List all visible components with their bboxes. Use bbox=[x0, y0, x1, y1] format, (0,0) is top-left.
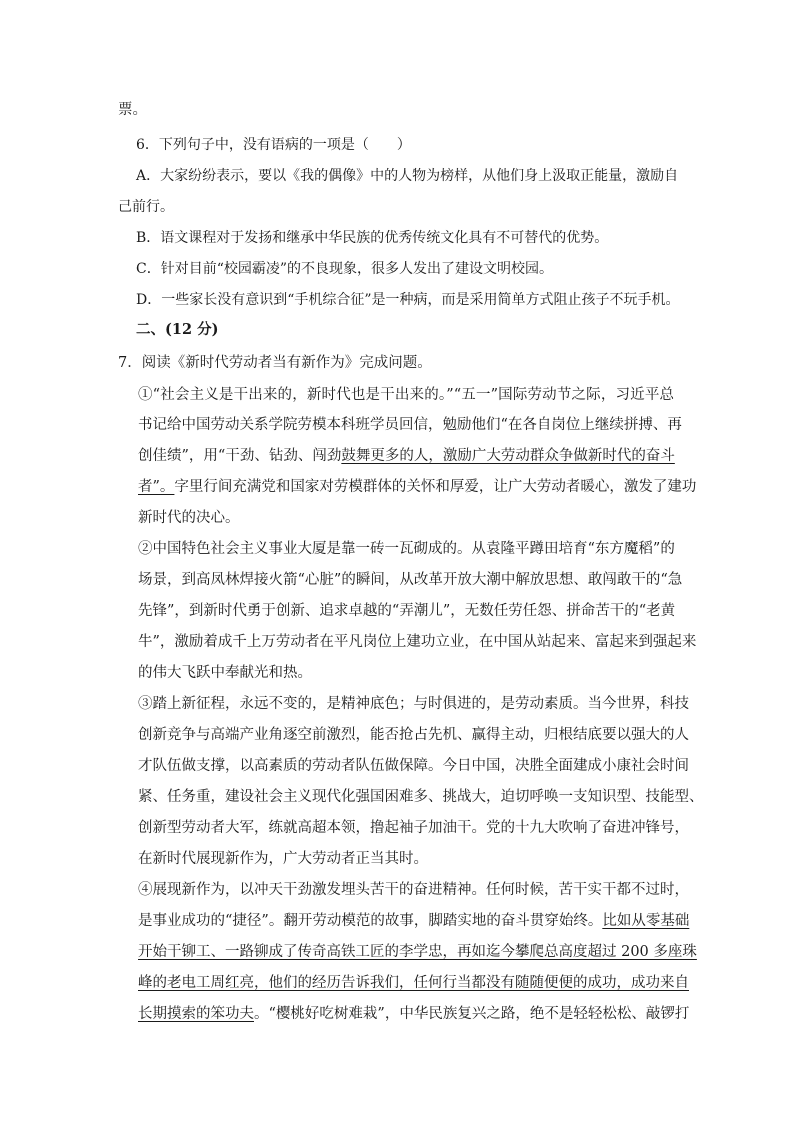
paragraph-2-line: 先锋”，到新时代勇于创新、追求卓越的“弄潮儿”，无数任劳任怨、拼命苦干的“老黄 bbox=[138, 603, 676, 619]
paragraph-1-line: 书记给中国劳动关系学院劳模本科班学员回信，勉励他们“在各自岗位上继续拼搏、再 bbox=[138, 417, 682, 433]
section-two-heading: 二、(12 分) bbox=[136, 321, 219, 338]
plain-text: 创佳绩”，用“干劲、钻劲、闯劲 bbox=[138, 448, 342, 464]
paragraph-2-line: ②中国特色社会主义事业大厦是靠一砖一瓦砌成的。从袁隆平蹲田培育“东方魔稻”的 bbox=[138, 541, 675, 557]
paragraph-3-line: ③踏上新征程，永远不变的，是精神底色；与时俱进的，是劳动素质。当今世界，科技 bbox=[138, 696, 689, 712]
paragraph-3-line: 紧、任务重，建设社会主义现代化强国困难多、挑战大，迫切呼唤一支知识型、技能型、 bbox=[138, 789, 704, 805]
paragraph-2-line: 的伟大飞跃中奉献光和热。 bbox=[138, 665, 312, 681]
paragraph-4-line bbox=[138, 1004, 689, 1024]
paragraph-4-line bbox=[138, 973, 689, 993]
text-line: 票。 bbox=[118, 102, 147, 118]
paragraph-1-line bbox=[138, 446, 675, 466]
underlined-text: 比如从零基础 bbox=[602, 913, 690, 929]
option-a-line2: 己前行。 bbox=[118, 199, 174, 215]
paragraph-3-line: 创新竞争与高端产业角逐空前激烈，能否抢占先机、赢得主动，归根结底要以强大的人 bbox=[138, 727, 689, 743]
paragraph-1-line bbox=[138, 477, 696, 497]
paragraph-2-line: 场景，到高凤林焊接火箭“心脏”的瞬间，从改革开放大潮中解放思想、敢闯敢干的“急 bbox=[138, 572, 683, 588]
option-d: D．一些家长没有意识到“手机综合征”是一种病，而是采用简单方式阻止孩子不玩手机。 bbox=[136, 292, 680, 308]
paragraph-3-line: 在新时代展现新作为，广大劳动者正当其时。 bbox=[138, 851, 428, 867]
paragraph-2-line: 牛”，激励着成千上万劳动者在平凡岗位上建功立业，在中国从站起来、富起来到强起来 bbox=[138, 634, 697, 650]
underlined-text: 鼓舞更多的人，激励广大劳动群众争做新时代的奋斗 bbox=[341, 448, 675, 464]
question-6-stem: 6．下列句子中，没有语病的一项是（ ） bbox=[136, 137, 411, 153]
plain-text: 。“樱桃好吃树难栽”，中华民族复兴之路，绝不是轻轻松松、敲锣打 bbox=[254, 1006, 690, 1022]
option-a-line1: A．大家纷纷表示，要以《我的偶像》中的人物为榜样，从他们身上汲取正能量，激励自 bbox=[136, 168, 679, 184]
underlined-text: 长期摸索的笨功夫 bbox=[138, 1006, 254, 1022]
paragraph-1-line: ①“社会主义是干出来的，新时代也是干出来的。”“五一”国际劳动节之际，习近平总 bbox=[138, 387, 674, 403]
paragraph-4-line bbox=[138, 911, 689, 931]
paragraph-4-line: ④展现新作为，以冲天干劲激发埋头苦干的奋进精神。任何时候，苦干实干都不过时， bbox=[138, 882, 689, 898]
question-7-stem: 7．阅读《新时代劳动者当有新作为》完成问题。 bbox=[118, 355, 432, 371]
underlined-text: 者”。 bbox=[138, 479, 175, 495]
plain-text: 是事业成功的“捷径”。翻开劳动模范的故事，脚踏实地的奋斗贯穿始终。 bbox=[138, 913, 603, 929]
paragraph-3-line: 才队伍做支撑，以高素质的劳动者队伍做保障。今日中国，决胜全面建成小康社会时间 bbox=[138, 758, 689, 774]
plain-text: 字里行间充满党和国家对劳模群体的关怀和厚爱，让广大劳动者暖心，激发了建功 bbox=[174, 479, 697, 495]
paragraph-1-line: 新时代的决心。 bbox=[138, 510, 240, 526]
underlined-text: 峰的老电工周红亮，他们的经历告诉我们，任何行当都没有随随便便的成功，成功来自 bbox=[138, 975, 689, 991]
option-c: C．针对目前“校园霸凌”的不良现象，很多人发出了建设文明校园。 bbox=[136, 261, 554, 277]
paragraph-3-line: 创新型劳动者大军，练就高超本领，撸起袖子加油干。党的十九大吹响了奋进冲锋号， bbox=[138, 820, 689, 836]
underlined-text: 开始干铆工、一路铆成了传奇高铁工匠的李学忠，再如迄今攀爬总高度超过 200 多座珠 bbox=[138, 944, 697, 960]
paragraph-4-line bbox=[138, 942, 697, 962]
option-b: B．语文课程对于发扬和继承中华民族的优秀传统文化具有不可替代的优势。 bbox=[136, 230, 609, 246]
